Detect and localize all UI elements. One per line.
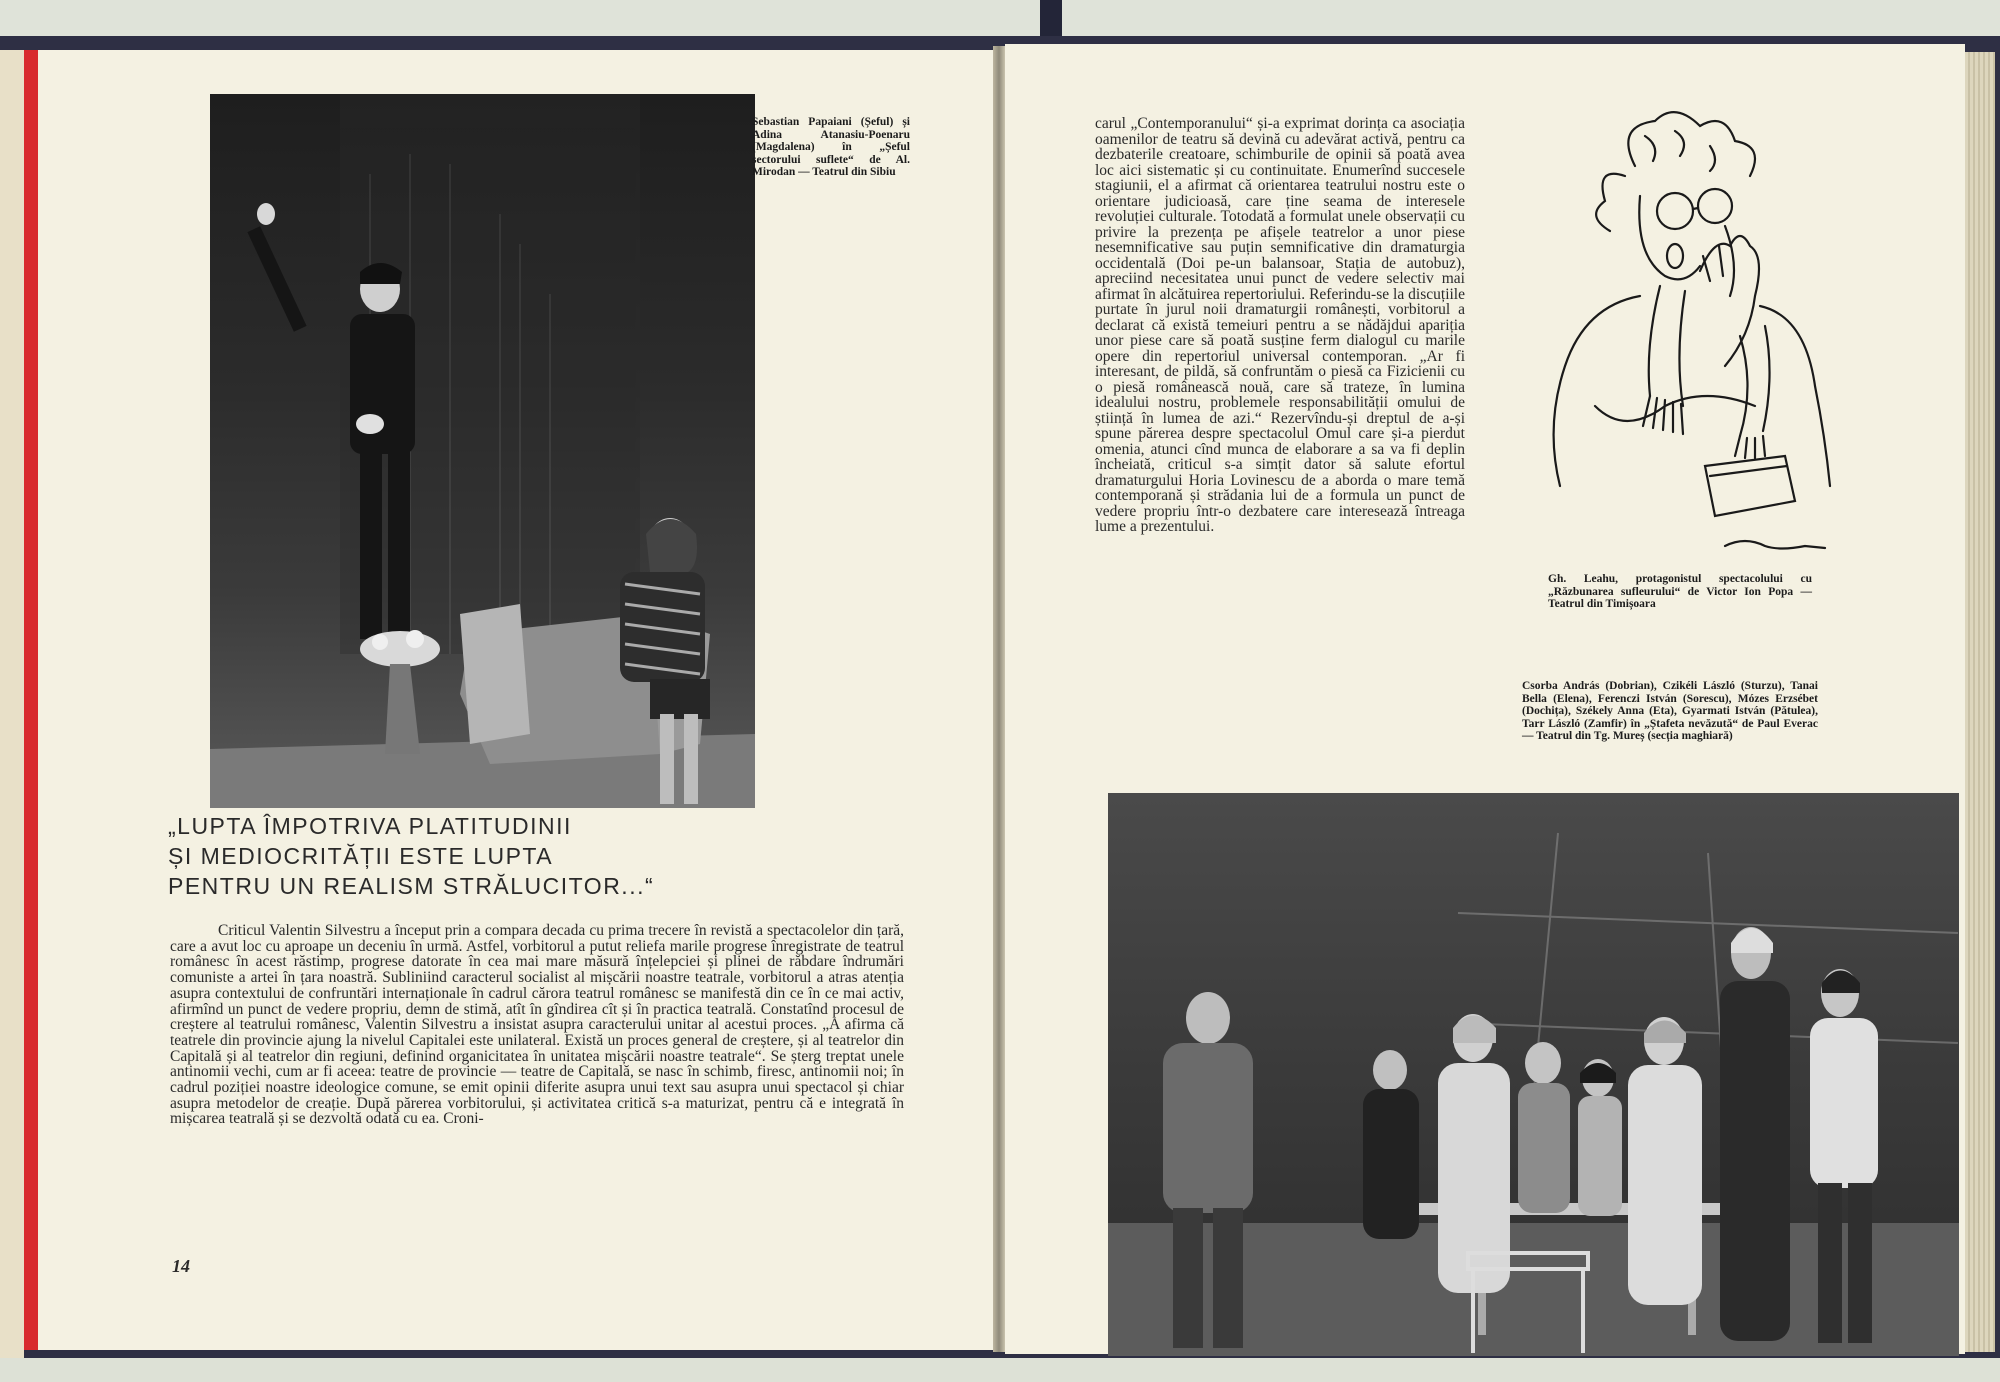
- book-spine-left: [0, 50, 24, 1360]
- body-paragraph-left: Criticul Valentin Silvestru a început prin a compara decada cu prima trecere în revistă a spectacolelor din țară, care a avut loc cu aproape un deceniu în urmă. Astfel, vorbitorul a putut reliefa marile progrese înregistrate de teatrul românesc în acest răstimp, progrese datorate în cea mai mare măsură înțelepciei și plinei de răbdare îndrumări comuniste a artei în țara noastră. Subliniind caracterul socialist al mișcării noastre teatrale, vorbitorul a atras atenția asupra contextului de confruntări internaționale în cadrul cărora teatrul românesc se manifestă din ce în ce mai activ, afirmînd un punct de vedere propriu, demn de stimă, atît în gîndirea cît și în practica teatrală. Constatînd procesul de creștere al teatrului românesc, Valentin Silvestru a insistat asupra caracterului unitar al acestui proces. „A afirma că teatrele din provincie ajung la nivelul Capitalei este unilateral. Există un proces general de creștere, și al teatrelor din Capitală și al teatrelor din regiuni, definind organicitatea în unitatea mișcării noastre teatrale“. Se șterg treptat unele antinomii vechi, cum ar fi aceea: teatre de provincie — teatre de Capitală, se nasc în schimb, firesc, antinomii noi; în cadrul poziției noastre ideologice comune, se emit opinii diferite asupra unui text sau asupra unui spectacol și chiar asupra metodelor de creație. După părerea vorbitorului, și activitatea critică s-a maturizat, pentru că e integrată în mișcarea teatrală și se dezvoltă odată cu ea. Croni-: [170, 922, 904, 1128]
- article-body-right: [1095, 116, 1465, 535]
- scan-bottom-strip: [0, 1358, 2000, 1382]
- stage-photo-sibiu: [210, 94, 755, 808]
- stage-photo-tg-mures: [1108, 793, 1959, 1356]
- photo-caption-right: Csorba András (Dobrian), Czikéli László (Sturzu), Tanai Bella (Elena), Ferenczi István (Sorescu), Mózes Erzsébet (Dochița), Székely Anna (Eta), Gyarmati István (Pătulea), Tarr László (Zamfir) în „Ștafeta nevăzută“ de Paul Everac — Teatrul din Tg. Mureș (secția maghiară): [1522, 680, 1818, 742]
- article-headline: [168, 811, 728, 901]
- headline-line-1: „LUPTA ÎMPOTRIVA PLATITUDINII: [168, 813, 572, 839]
- headline-line-2: ȘI MEDIOCRITĂȚII ESTE LUPTA: [168, 843, 554, 869]
- sketch-caption: Gh. Leahu, protagonistul spectacolului cu „Răzbunarea sufleurului“ de Victor Ion Popa — Teatrul din Timișoara: [1548, 573, 1812, 610]
- body-paragraph-right: carul „Contemporanului“ și-a exprimat dorința ca asociația oamenilor de teatru să devină cu adevărat activă, pentru ca dezbaterile creatoare, schimburile de opinii să poată avea loc aici sistematic și cu continuitate. Enumerînd succesele stagiunii, el a afirmat că orientarea teatrului nostru este o orientare judicioasă, care ține seama de interesele revoluției culturale. Totodată a formulat unele observații cu privire la prezența pe afișele teatrelor a unor piese nesemnificative sau puțin semnificative din dramaturgia occidentală (Doi pe-un balansoar, Stația de autobuz), apreciind necesitatea unui punct de vedere selectiv mai afirmat în alcătuirea repertoriului. Referindu-se la discuțiile purtate în jurul noii dramaturgii românești, vorbitorul a declarat că există temeiuri pentru a se nădăjdui apariția unor piese care să poată susține ferm dialogul cu marile opere din repertoriul universal contemporan. „Ar fi interesant, de pildă, să confruntăm o piesă ca Fizicienii cu o piesă românească nouă, care să trateze, în lumina idealului nostru, problemele responsabilității omului de știință în lumea de azi.“ Rezervîndu-și dreptul de a-și spune părerea despre spectacolul Omul care și-a pierdut omenia, atunci cînd munca de elaborare a sa va fi deplin încheiată, criticul s-a simțit dator să salute efortul dramaturgului Horia Lovinescu de a aborda o mare temă contemporană și strădania lui de a formula un punct de vedere propriu într-o dezbatere care interesează întreaga lume a prezentului.: [1095, 115, 1465, 535]
- headline-line-3: PENTRU UN REALISM STRĂLUCITOR...“: [168, 873, 655, 899]
- left-page: [38, 50, 993, 1350]
- book-gutter: [993, 46, 1005, 1352]
- scan-top-strip: [0, 0, 2000, 36]
- page-stack-edge-right: [1965, 52, 1995, 1352]
- page-number: 14: [172, 1256, 190, 1276]
- red-page-edge: [24, 50, 38, 1350]
- right-page: [1005, 44, 1965, 1354]
- caricature-sketch: [1525, 106, 1845, 556]
- article-body-left: [170, 923, 904, 1127]
- photo-caption-left: Sebastian Papaiani (Șeful) și Adina Atanasiu-Poenaru (Magdalena) în „Șeful sectorului suflete“ de Al. Mirodan — Teatrul din Sibiu: [752, 116, 910, 178]
